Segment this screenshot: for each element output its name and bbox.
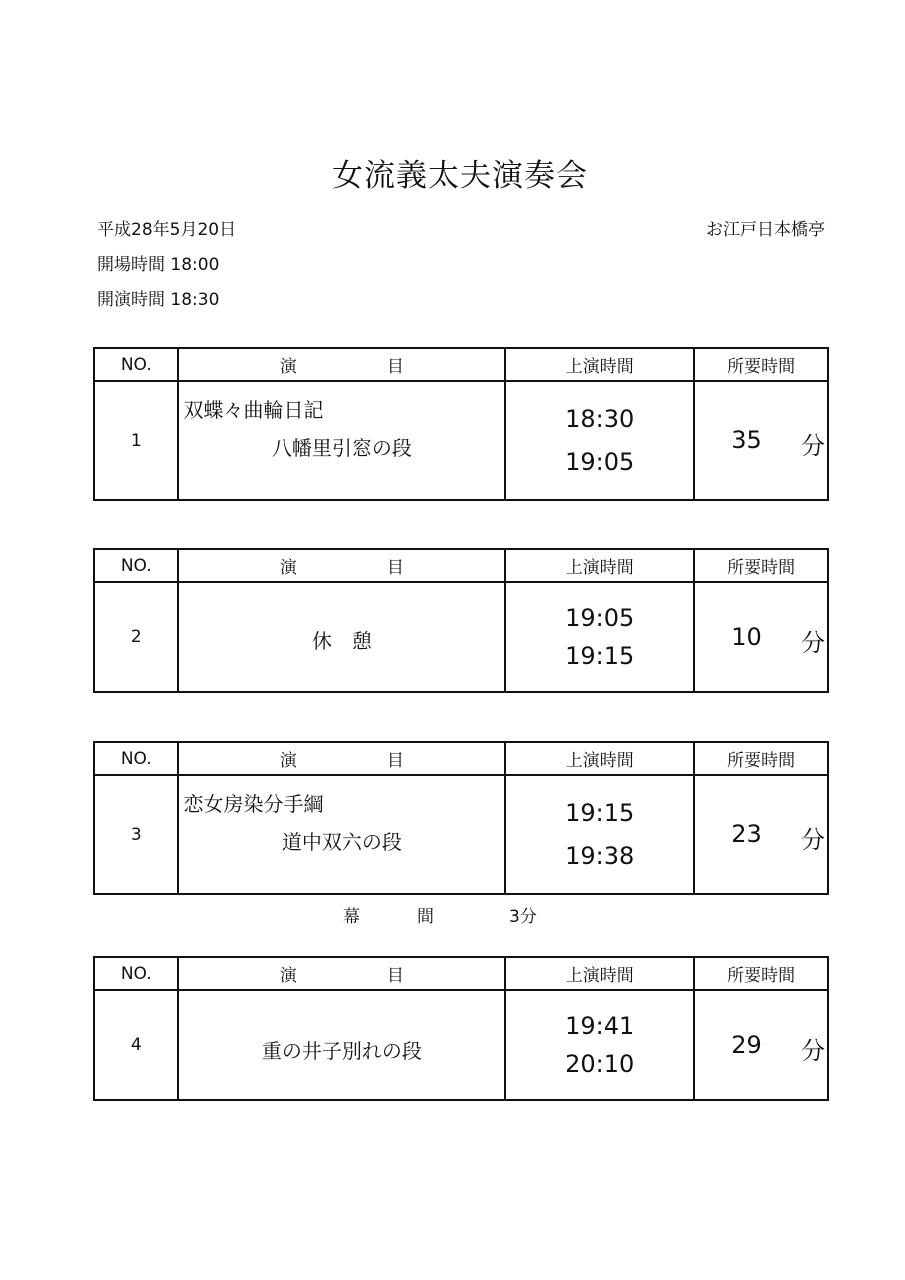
header-duration: 所要時間 <box>694 549 828 582</box>
program-title-cell <box>178 775 505 894</box>
program-table-1 <box>93 347 829 501</box>
program-duration <box>694 775 828 894</box>
program-title-cell <box>178 381 505 500</box>
program-duration <box>694 381 828 500</box>
duration-minutes: 10 <box>731 623 762 651</box>
show-start-time: 開演時間 18:30 <box>97 290 220 310</box>
program-number: 4 <box>94 990 178 1100</box>
program-duration <box>694 582 828 692</box>
start-time: 19:15 <box>565 798 635 827</box>
program-table-3 <box>93 741 829 895</box>
header-duration: 所要時間 <box>694 957 828 990</box>
door-open-time: 開場時間 18:00 <box>97 255 220 275</box>
header-program: 演 目 <box>178 549 505 582</box>
end-time: 19:38 <box>565 841 635 870</box>
header-start-time: 上演時間 <box>505 742 694 775</box>
program-table-4 <box>93 956 829 1101</box>
program-title: 双蝶々曲輪日記 <box>183 398 324 422</box>
header-start-time: 上演時間 <box>505 348 694 381</box>
program-title-cell <box>178 582 505 692</box>
event-date: 平成28年5月20日 <box>97 220 237 240</box>
end-time: 19:05 <box>565 447 635 476</box>
program-times <box>505 582 694 692</box>
header-program: 演 目 <box>178 348 505 381</box>
page-title: 女流義太夫演奏会 <box>332 158 588 194</box>
program-number: 3 <box>94 775 178 894</box>
program-table-2 <box>93 548 829 693</box>
end-time: 19:15 <box>565 642 635 670</box>
intermission-duration: 3分 <box>509 907 537 927</box>
header-no: NO. <box>94 742 178 775</box>
program-subtitle: 道中双六の段 <box>281 830 402 854</box>
header-duration: 所要時間 <box>694 742 828 775</box>
duration-unit: 分 <box>801 629 825 657</box>
duration-unit: 分 <box>801 1037 825 1065</box>
program-times <box>505 775 694 894</box>
program-title: 重の井子別れの段 <box>261 1039 422 1063</box>
header-start-time: 上演時間 <box>505 957 694 990</box>
start-time: 19:41 <box>565 1012 635 1040</box>
program-title-cell <box>178 990 505 1100</box>
intermission-label-b: 間 <box>417 907 434 927</box>
end-time: 20:10 <box>565 1050 635 1078</box>
venue: お江戸日本橋亭 <box>706 220 825 240</box>
duration-minutes: 29 <box>731 1031 762 1059</box>
duration-unit: 分 <box>801 432 825 460</box>
header-no: NO. <box>94 957 178 990</box>
header-duration: 所要時間 <box>694 348 828 381</box>
start-time: 19:05 <box>565 604 635 632</box>
program-duration <box>694 990 828 1100</box>
header-start-time: 上演時間 <box>505 549 694 582</box>
program-title: 休 憩 <box>311 629 372 653</box>
program-number: 1 <box>94 381 178 500</box>
header-no: NO. <box>94 549 178 582</box>
duration-unit: 分 <box>801 826 825 854</box>
program-times <box>505 990 694 1100</box>
program-subtitle: 八幡里引窓の段 <box>271 436 412 460</box>
program-number: 2 <box>94 582 178 692</box>
duration-minutes: 23 <box>731 820 762 848</box>
header-program: 演 目 <box>178 957 505 990</box>
duration-minutes: 35 <box>731 426 762 454</box>
header-no: NO. <box>94 348 178 381</box>
start-time: 18:30 <box>565 404 635 433</box>
program-title: 恋女房染分手綱 <box>183 792 324 816</box>
program-times <box>505 381 694 500</box>
header-program: 演 目 <box>178 742 505 775</box>
intermission-label-a: 幕 <box>343 907 360 927</box>
